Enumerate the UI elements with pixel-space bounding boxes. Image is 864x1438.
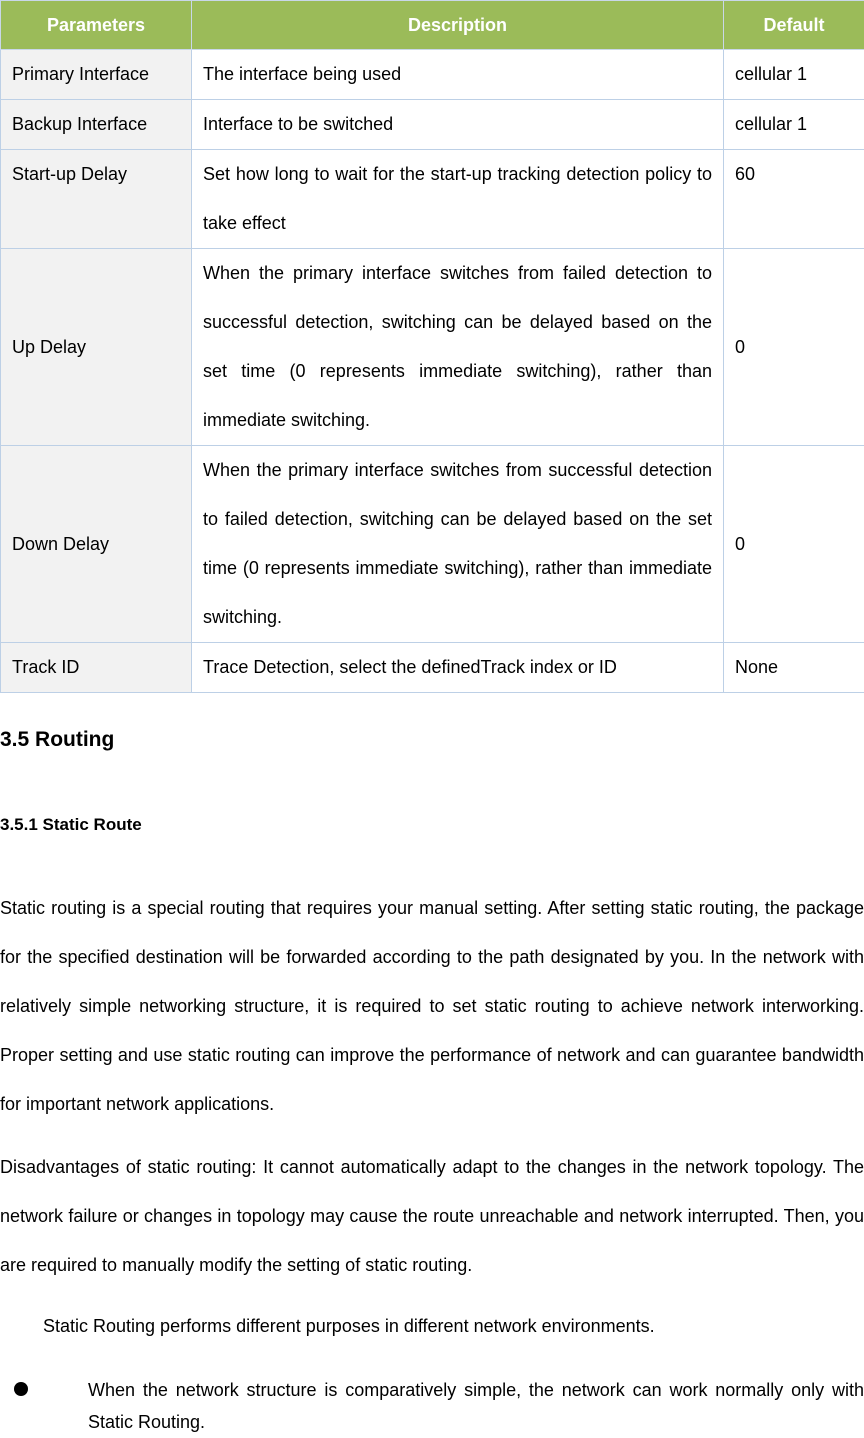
table-row [1, 446, 864, 643]
param-default: cellular 1 [724, 50, 864, 100]
column-header-description: Description [192, 1, 724, 50]
bullet-icon [14, 1382, 28, 1396]
body-paragraph: Static Routing performs different purposes in different network environments. [43, 1316, 655, 1337]
body-paragraph: Disadvantages of static routing: It cannot automatically adapt to the changes in the network topology. The network failure or changes in topology may cause the route unreachable and network interrupted. Then, you are required to manually modify the setting of static routing. [0, 1143, 864, 1290]
table-row [1, 150, 864, 249]
body-paragraph: Static routing is a special routing that requires your manual setting. After setting static routing, the package for the specified destination will be forwarded according to the path designated by you. In the network with relatively simple networking structure, it is required to set static routing to achieve network interworking. Proper setting and use static routing can improve the performance of network and can guarantee bandwidth for important network applications. [0, 884, 864, 1129]
bullet-text: When the network structure is comparatively simple, the network can work normally only with Static Routing. [88, 1374, 864, 1438]
param-default: 0 [724, 249, 864, 446]
param-description: Trace Detection, select the definedTrack index or ID [192, 643, 724, 693]
param-description: Set how long to wait for the start-up tracking detection policy to take effect [192, 150, 724, 249]
param-name: Primary Interface [1, 50, 192, 100]
param-name: Down Delay [1, 446, 192, 643]
param-name: Up Delay [1, 249, 192, 446]
param-name: Start-up Delay [1, 150, 192, 249]
param-name: Backup Interface [1, 100, 192, 150]
param-default: 0 [724, 446, 864, 643]
param-default: 60 [724, 150, 864, 249]
subsection-heading: 3.5.1 Static Route [0, 815, 142, 835]
section-heading: 3.5 Routing [0, 728, 114, 752]
table-row [1, 643, 864, 693]
column-header-parameters: Parameters [1, 1, 192, 50]
param-description: When the primary interface switches from successful detection to failed detection, switching can be delayed based on the set time (0 represents immediate switching), rather than immediate switching. [192, 446, 724, 643]
param-name: Track ID [1, 643, 192, 693]
table-header-row [1, 1, 864, 50]
param-description: When the primary interface switches from failed detection to successful detection, switching can be delayed based on the set time (0 represents immediate switching), rather than immediate switching. [192, 249, 724, 446]
param-description: The interface being used [192, 50, 724, 100]
column-header-default: Default [724, 1, 864, 50]
param-default: None [724, 643, 864, 693]
table-row [1, 100, 864, 150]
param-default: cellular 1 [724, 100, 864, 150]
table-row [1, 249, 864, 446]
table-row [1, 50, 864, 100]
param-description: Interface to be switched [192, 100, 724, 150]
parameters-table [0, 0, 864, 693]
